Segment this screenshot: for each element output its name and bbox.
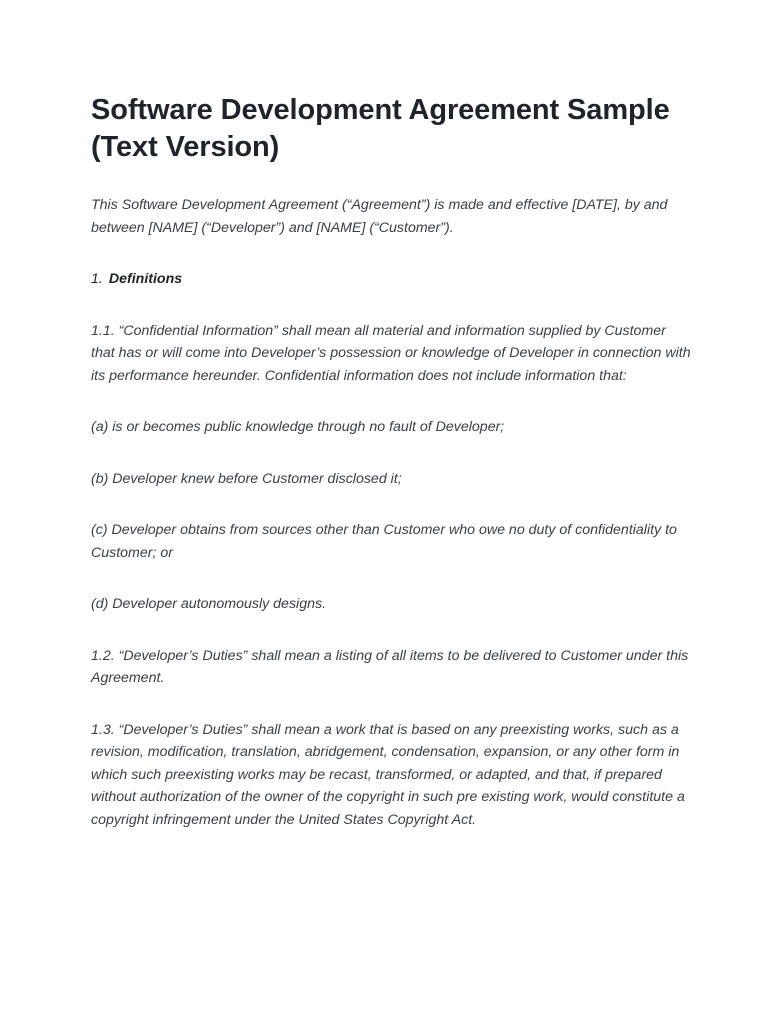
section-number: 1.	[91, 271, 103, 287]
list-item-d: (d) Developer autonomously designs.	[91, 596, 327, 612]
clause-1-2: 1.2. “Developer’s Duties” shall mean a listing of all items to be delivered to Customer under this Agreement.	[91, 647, 689, 686]
list-item-a: (a) is or becomes public knowledge through no fault of Developer;	[91, 419, 505, 435]
clause-1-3: 1.3. “Developer’s Duties” shall mean a work that is based on any preexisting works, such as a revision, modification, translation, abridgement, condensation, expansion, or any other form in which such preexisting works may be recast, transformed, or adapted, and that, if prepared without authorization of the owner of the copyright in such pre existing work, would constitute a copyright infringement under the United States Copyright Act.	[91, 721, 685, 828]
intro-paragraph: This Software Development Agreement (“Agreement”) is made and effective [DATE], by and between [NAME] (“Developer”) and [NAME] (“Customer”).	[91, 197, 668, 236]
section-label: Definitions	[108, 271, 183, 287]
document-page	[91, 92, 691, 860]
section-heading-definitions	[91, 268, 691, 291]
clause-1-1: 1.1. “Confidential Information” shall mean all material and information supplied by Customer that has or will come into Developer’s possession or knowledge of Developer in connection with its performance hereunder. Confidential information does not include information that:	[91, 322, 691, 384]
document-title: Software Development Agreement Sample (Text Version)	[91, 94, 670, 163]
list-item-b: (b) Developer knew before Customer disclosed it;	[91, 470, 402, 487]
list-item-c: (c) Developer obtains from sources other than Customer who owe no duty of confidentiality to Customer; or	[91, 522, 677, 561]
